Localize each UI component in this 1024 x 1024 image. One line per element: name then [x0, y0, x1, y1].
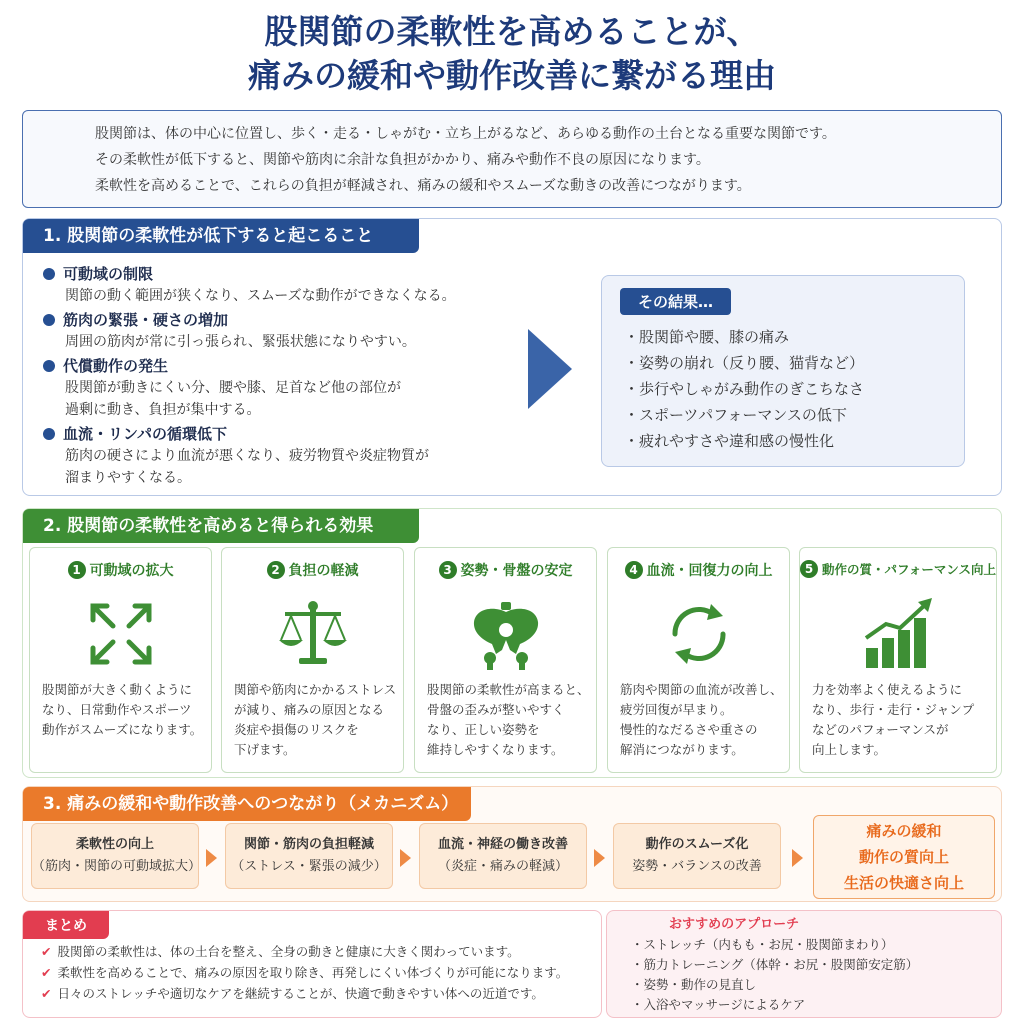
cause-desc: 周囲の筋肉が常に引っ張られ、緊張状態になりやすい。: [65, 334, 416, 350]
section-2: [22, 508, 1002, 778]
card-title: 姿勢・骨盤の安定: [460, 563, 573, 579]
card-desc: 股関節の柔軟性が高まると、 骨盤の歪みが整いやすく なり、正しい姿勢を 維持しやすくなります。: [427, 682, 590, 757]
effect-card: [29, 547, 212, 773]
effect-card: [221, 547, 404, 773]
card-title: 可動域の拡大: [89, 563, 174, 579]
number-badge: 1: [68, 561, 86, 579]
approach-heading: おすすめのアプローチ: [669, 917, 800, 932]
expand-arrows-icon: [83, 596, 159, 672]
cause-desc: 筋肉の硬さにより血流が悪くなり、疲労物質や炎症物質が: [65, 448, 429, 464]
number-badge: 5: [800, 560, 818, 578]
result-title: その結果…: [620, 288, 731, 315]
mechanism-step: 柔軟性の向上 （筋肉・関節の可動域拡大）: [31, 823, 199, 889]
approach-item: ・ストレッチ（内もも・お尻・股関節まわり）: [631, 937, 894, 952]
title-line-1: 股関節の柔軟性を高めることが、: [264, 12, 760, 51]
page-title: [0, 10, 1024, 98]
intro-box: [22, 110, 1002, 208]
effect-card: [799, 547, 997, 773]
result-list: [624, 324, 864, 454]
summary-item: ✔ 柔軟性を高めることで、痛みの原因を取り除き、再発しにくい体づくりが可能になります。: [41, 965, 569, 980]
card-desc: 力を効率よく使えるように なり、歩行・走行・ジャンプ などのパフォーマンスが 向上します。: [812, 682, 975, 757]
cause-item: [43, 423, 523, 489]
cause-title: 代償動作の発生: [63, 357, 169, 375]
section-1-heading: 1. 股関節の柔軟性が低下すると起こること: [23, 219, 419, 253]
cause-desc: 溜まりやすくなる。: [65, 470, 191, 486]
cause-title: 血流・リンパの循環低下: [63, 425, 227, 443]
bullet-dot-icon: [43, 360, 55, 372]
approach-list: [631, 935, 918, 1015]
approach-item: ・入浴やマッサージによるケア: [631, 997, 806, 1012]
cause-item: [43, 263, 523, 307]
bullet-dot-icon: [43, 268, 55, 280]
number-badge: 2: [267, 561, 285, 579]
result-item: ・スポーツパフォーマンスの低下: [624, 406, 847, 424]
approach-item: ・姿勢・動作の見直し: [631, 977, 757, 992]
step-arrow-icon: [206, 849, 217, 867]
title-line-2: 痛みの緩和や動作改善に繋がる理由: [248, 56, 776, 95]
mechanism-step: 血流・神経の働き改善 （炎症・痛みの軽減）: [419, 823, 587, 889]
number-badge: 3: [439, 561, 457, 579]
card-title: 血流・回復力の向上: [646, 563, 773, 579]
mechanism-result: 痛みの緩和 動作の質向上 生活の快適さ向上: [813, 815, 995, 899]
approach-box: [606, 910, 1002, 1018]
result-item: ・歩行やしゃがみ動作のぎこちなさ: [624, 380, 865, 398]
section-3-heading: 3. 痛みの緩和や動作改善へのつながり（メカニズム）: [23, 787, 471, 821]
approach-item: ・筋力トレーニング（体幹・お尻・股関節安定筋）: [631, 957, 919, 972]
section-2-heading: 2. 股関節の柔軟性を高めると得られる効果: [23, 509, 419, 543]
balance-scale-icon: [275, 596, 351, 672]
step-arrow-icon: [594, 849, 605, 867]
effect-card: [607, 547, 790, 773]
summary-item: ✔ 日々のストレッチや適切なケアを継続することが、快適で動きやすい体への近道です。: [41, 986, 544, 1001]
summary-box: [22, 910, 602, 1018]
number-badge: 4: [625, 561, 643, 579]
pelvis-icon: [468, 596, 544, 672]
check-icon: ✔: [41, 944, 52, 959]
check-icon: ✔: [41, 986, 52, 1001]
card-title: 動作の質・パフォーマンス向上: [822, 562, 997, 577]
right-arrow-icon: [528, 329, 572, 409]
section-1: [22, 218, 1002, 496]
summary-heading: まとめ: [23, 911, 109, 939]
effect-card: [414, 547, 597, 773]
summary-item: ✔ 股関節の柔軟性は、体の土台を整え、全身の動きと健康に大きく関わっています。: [41, 944, 520, 959]
card-desc: 股関節が大きく動くように なり、日常動作やスポーツ 動作がスムーズになります。: [42, 682, 203, 737]
section-3: [22, 786, 1002, 902]
cause-title: 可動域の制限: [63, 265, 154, 283]
intro-line: 柔軟性を高めることで、これらの負担が軽減され、痛みの緩和やスムーズな動きの改善につながります。: [95, 178, 751, 194]
card-desc: 筋肉や関節の血流が改善し、 疲労回復が早まり。 慢性的なだるさや重さの 解消につながります。: [620, 682, 783, 757]
result-item: ・股関節や腰、膝の痛み: [624, 328, 790, 346]
circular-arrows-icon: [661, 596, 737, 672]
growth-chart-icon: [860, 596, 936, 672]
result-box: [601, 275, 965, 467]
cause-desc: 関節の動く範囲が狭くなり、スムーズな動作ができなくなる。: [65, 288, 456, 304]
step-arrow-icon: [400, 849, 411, 867]
cause-desc: 股関節が動きにくい分、腰や膝、足首など他の部位が: [65, 380, 401, 396]
cause-desc: 過剰に動き、負担が集中する。: [65, 402, 261, 418]
bullet-dot-icon: [43, 428, 55, 440]
summary-list: [41, 941, 568, 1004]
intro-line: 股関節は、体の中心に位置し、歩く・走る・しゃがむ・立ち上がるなど、あらゆる動作の土台となる重要な関節です。: [95, 126, 836, 142]
cause-item: [43, 309, 523, 353]
cause-item: [43, 355, 523, 421]
result-item: ・疲れやすさや違和感の慢性化: [624, 432, 835, 450]
intro-line: その柔軟性が低下すると、関節や筋肉に余計な負担がかかり、痛みや動作不良の原因になります。: [95, 152, 710, 168]
card-desc: 関節や筋肉にかかるストレス が減り、痛みの原因となる 炎症や損傷のリスクを 下げます。: [234, 682, 397, 757]
cause-title: 筋肉の緊張・硬さの増加: [63, 311, 229, 329]
mechanism-step: 関節・筋肉の負担軽減 （ストレス・緊張の減少）: [225, 823, 393, 889]
result-item: ・姿勢の崩れ（反り腰、猫背など）: [624, 354, 865, 372]
check-icon: ✔: [41, 965, 52, 980]
bullet-dot-icon: [43, 314, 55, 326]
mechanism-step: 動作のスムーズ化 姿勢・バランスの改善: [613, 823, 781, 889]
step-arrow-icon: [792, 849, 803, 867]
card-title: 負担の軽減: [288, 563, 359, 579]
